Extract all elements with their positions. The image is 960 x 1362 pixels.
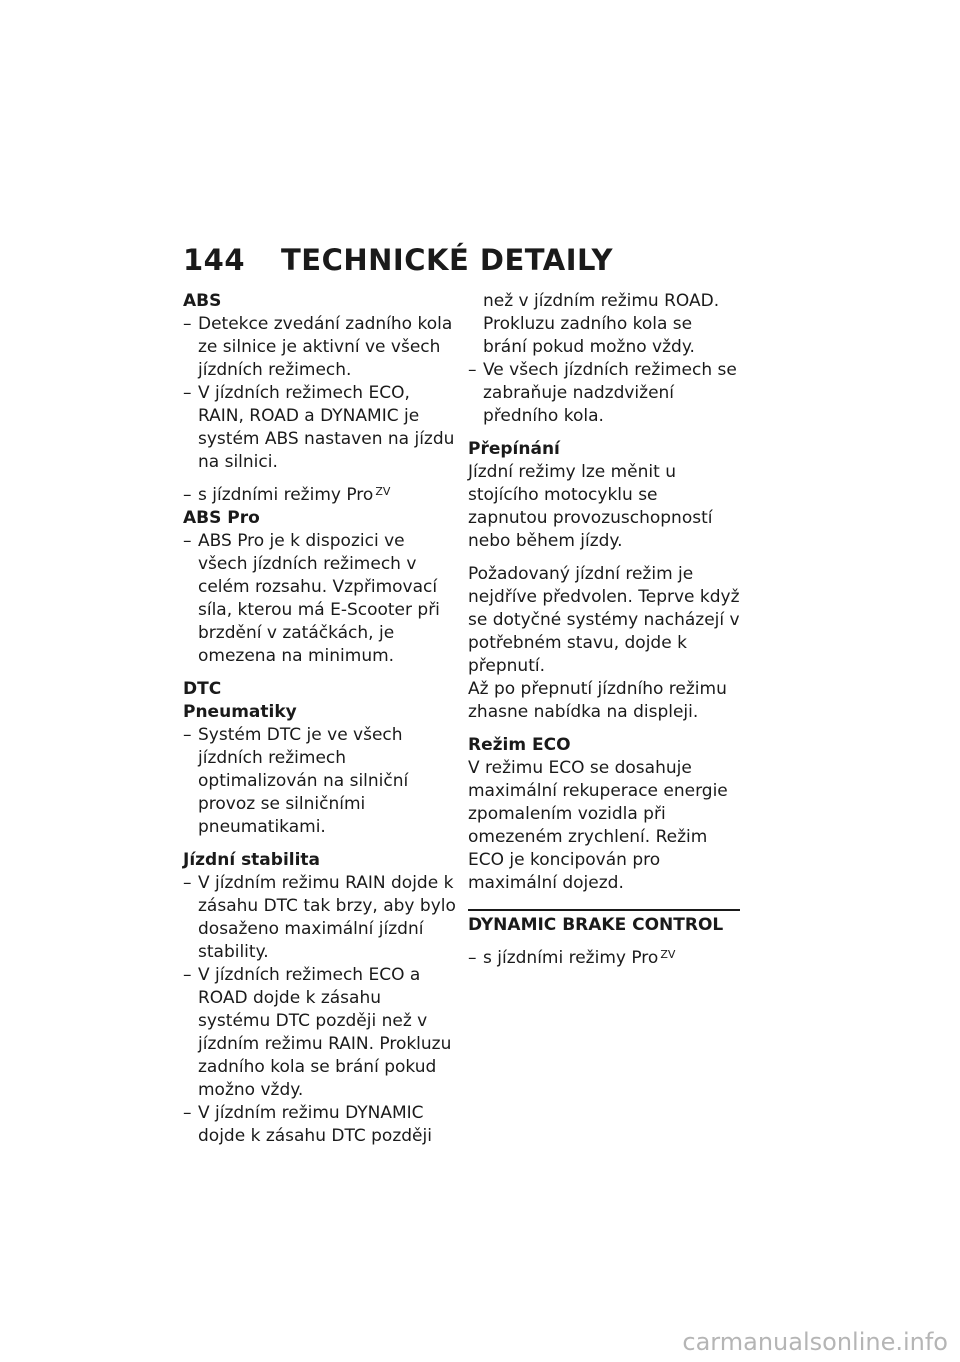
page-title: TECHNICKÉ DETAILY <box>281 243 613 277</box>
right-column <box>468 290 740 970</box>
switch-paragraph-1: Jízdní režimy lze měnit u stojícího motocyklu se zapnutou provozuschopností nebo během jízdy. <box>468 462 713 551</box>
abs-pro-heading: ABS Pro <box>183 508 260 528</box>
pro-modes-note <box>183 484 458 507</box>
dbc-heading: DYNAMIC BRAKE CONTROL <box>468 915 724 935</box>
list-item: – V jízdních režimech ECO a ROAD dojde k zásahu systému DTC později než v jízdním režimu RAIN. Prokluzu zadního kola se brání pokud možno vždy. <box>183 964 458 1102</box>
eco-heading: Režim ECO <box>468 735 571 755</box>
list-item: – V jízdním režimu DYNAMIC dojde k zásahu DTC později <box>183 1102 458 1148</box>
page-header <box>183 243 613 277</box>
pro-modes-text: s jízdními režimy Pro <box>483 948 659 968</box>
switch-paragraph-2: Požadovaný jízdní režim je nejdříve předvolen. Teprve když se dotyčné systémy nacházejí v potřebném stavu, dojde k přepnutí. <box>468 564 740 676</box>
tyres-heading: Pneumatiky <box>183 702 297 722</box>
stability-heading: Jízdní stabilita <box>183 850 321 870</box>
list-item: – ABS Pro je k dispozici ve všech jízdních režimech v celém rozsahu. Vzpřimovací síla, kterou má E-Scooter při brzdění v zatáčkách, je omezena na minimum. <box>183 530 458 668</box>
watermark: carmanualsonline.info <box>682 1328 948 1356</box>
list-item: – V jízdních režimech ECO, RAIN, ROAD a DYNAMIC je systém ABS nastaven na jízdu na silnici. <box>183 382 458 474</box>
list-item: – Detekce zvedání zadního kola ze silnice je aktivní ve všech jízdních režimech. <box>183 313 458 382</box>
pro-modes-sup: ZV <box>375 485 391 498</box>
pro-modes-sup: ZV <box>660 948 676 961</box>
continuation-text: než v jízdním režimu ROAD. Prokluzu zadního kola se brání pokud možno vždy. <box>483 291 720 357</box>
page-number: 144 <box>183 243 246 277</box>
list-item: – Ve všech jízdních režimech se zabraňuje nadzdvižení předního kola. <box>468 359 740 428</box>
left-column <box>183 290 458 1148</box>
dtc-heading: DTC <box>183 679 222 699</box>
list-item: – V jízdním režimu RAIN dojde k zásahu DTC tak brzy, aby bylo dosaženo maximální jízdní stability. <box>183 872 458 964</box>
eco-paragraph: V režimu ECO se dosahuje maximální rekuperace energie zpomalením vozidla při omezeném zrychlení. Režim ECO je koncipován pro maximální dojezd. <box>468 758 728 893</box>
section-rule <box>468 909 740 911</box>
list-item: – Systém DTC je ve všech jízdních režimech optimalizován na silniční provoz se silničními pneumatikami. <box>183 724 458 839</box>
switch-heading: Přepínání <box>468 439 560 459</box>
abs-heading: ABS <box>183 291 222 311</box>
pro-modes-note <box>468 947 740 970</box>
pro-modes-text: s jízdními režimy Pro <box>198 485 374 505</box>
switch-paragraph-3: Až po přepnutí jízdního režimu zhasne nabídka na displeji. <box>468 679 727 722</box>
